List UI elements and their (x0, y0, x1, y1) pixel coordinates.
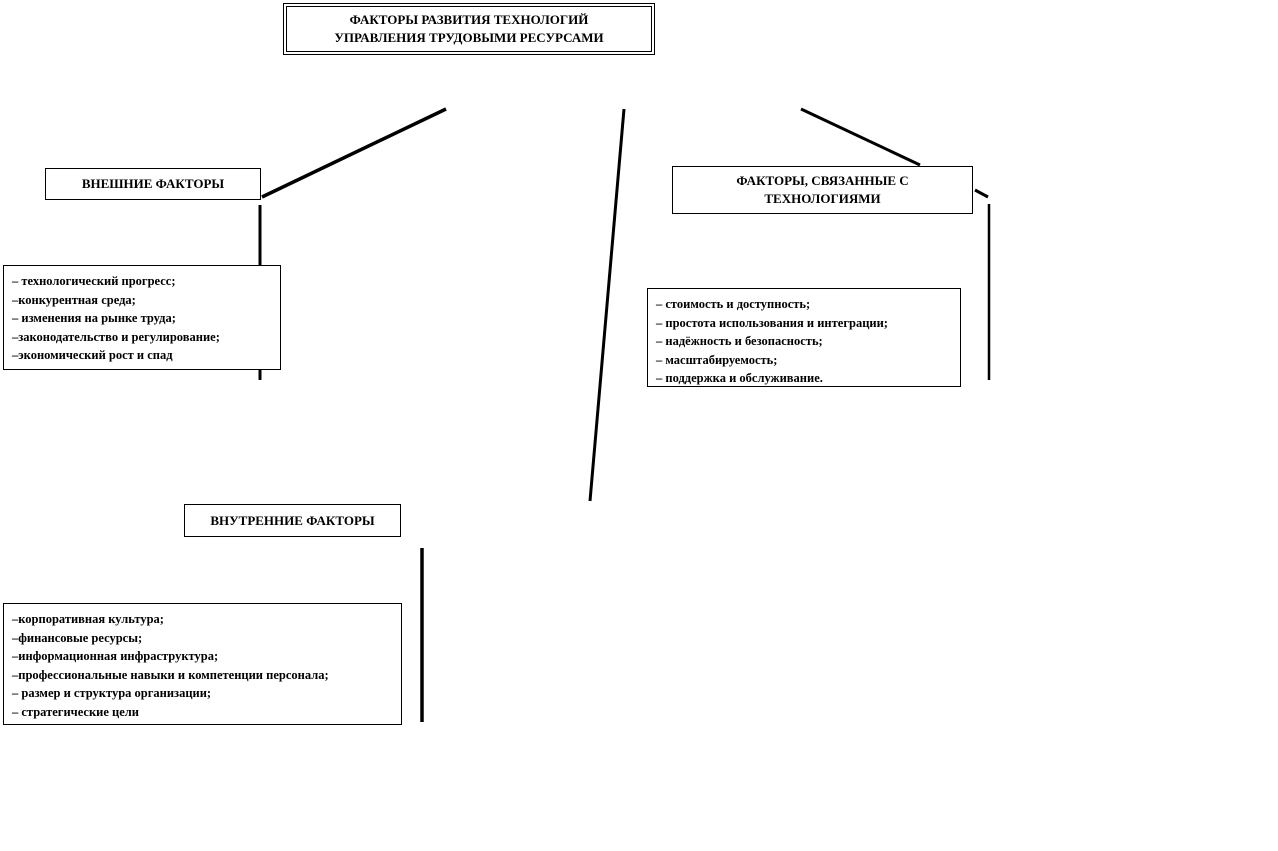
external-factors-list (3, 265, 281, 370)
list-item: –информационная инфраструктура; (12, 649, 219, 663)
list-item: – поддержка и обслуживание. (656, 371, 823, 385)
title-line-2: УПРАВЛЕНИЯ ТРУДОВЫМИ РЕСУРСАМИ (334, 30, 604, 45)
internal-factors-list (3, 603, 402, 725)
list-item: – технологический прогресс; (12, 274, 176, 288)
connector-to-internal (590, 109, 624, 501)
list-item: – стратегические цели (12, 704, 140, 719)
technology-factors-list (647, 288, 961, 387)
external-factors-heading (45, 168, 261, 200)
list-item: – размер и структура организации; (12, 686, 212, 700)
list-item: – надёжность и безопасность; (656, 334, 823, 348)
list-item: – масштабируемость; (656, 352, 778, 367)
technology-heading-line-2: ТЕХНОЛОГИЯМИ (764, 191, 881, 206)
diagram-title (283, 3, 655, 55)
external-heading-label: ВНЕШНИЕ ФАКТОРЫ (81, 176, 225, 191)
title-line-1: ФАКТОРЫ РАЗВИТИЯ ТЕХНОЛОГИЙ (349, 12, 589, 27)
internal-heading-label: ВНУТРЕННИЕ ФАКТОРЫ (210, 512, 375, 528)
list-item: –корпоративная культура; (12, 612, 164, 626)
list-item: – стоимость и доступность; (656, 297, 811, 311)
technology-factors-heading (672, 166, 973, 214)
list-item: –финансовые ресурсы; (12, 630, 143, 645)
list-item: –конкурентная среда; (12, 292, 136, 307)
internal-factors-heading (184, 504, 401, 537)
connector-to-technology (801, 109, 920, 165)
list-item: –профессиональные навыки и компетенции персонала; (12, 667, 329, 682)
connector-to-external (262, 109, 446, 197)
list-item: –законодательство и регулирование; (12, 329, 220, 344)
list-item: –экономический рост и спад (12, 348, 173, 362)
list-item: – простота использования и интеграции; (656, 315, 888, 330)
connector-technology-side (975, 190, 988, 197)
technology-heading-line-1: ФАКТОРЫ, СВЯЗАННЫЕ С (736, 173, 909, 188)
list-item: – изменения на рынке труда; (12, 311, 176, 325)
